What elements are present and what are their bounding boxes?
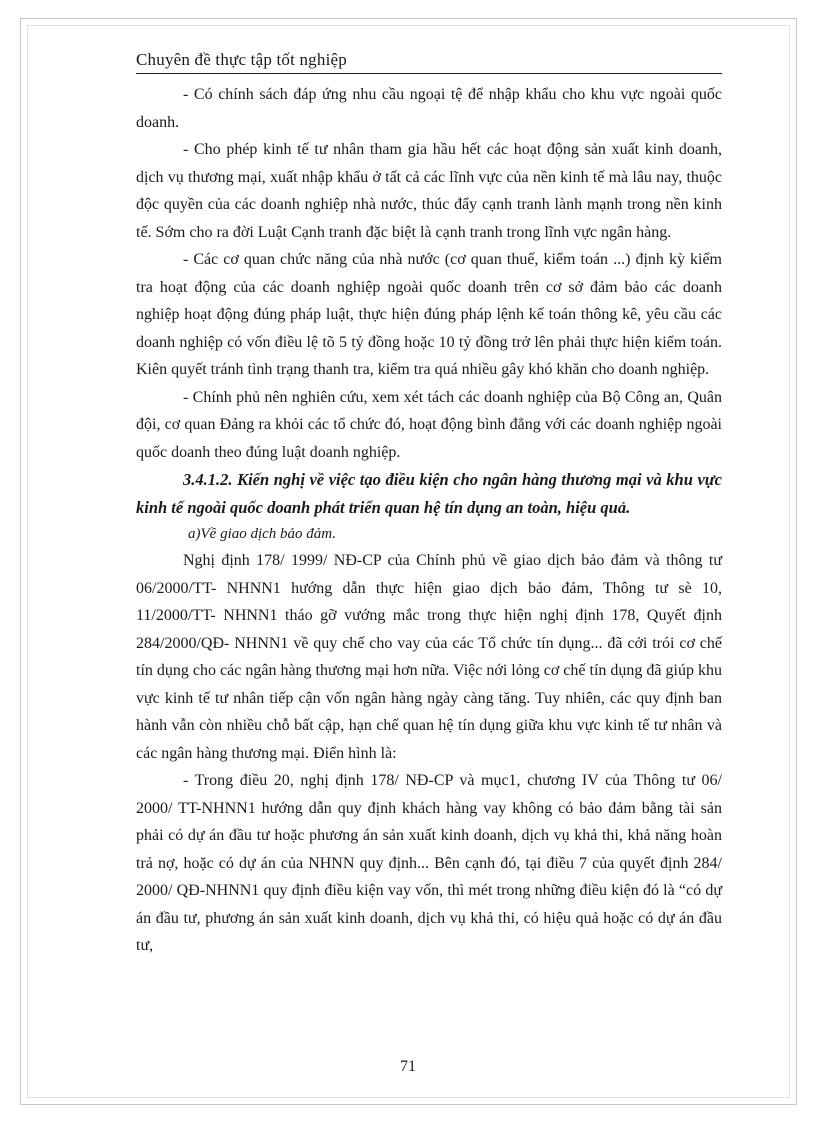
page-number: 71: [400, 1058, 416, 1075]
paragraph: - Trong điều 20, nghị định 178/ NĐ-CP và mục1, chương IV của Thông tư 06/ 2000/ TT-NHNN1 hướng dẫn quy định khách hàng vay không có bảo đảm bằng tài sản phải có dự án đầu tư hoặc phương án sản xuất kinh doanh, dịch vụ khả thi, khả năng hoàn trả nợ, hoặc có dự án của NHNN quy định... Bên cạnh đó, tại điều 7 của quyết định 284/ 2000/ QĐ-NHNN1 quy định điều kiện vay vốn, thì mét trong những điều kiện đó là “có dự án đầu tư, phương án sản xuất kinh doanh, dịch vụ khả thi, có hiệu quả hoặc có dự án đầu tư,: [136, 772, 722, 954]
paragraph: - Các cơ quan chức năng của nhà nước (cơ quan thuế, kiểm toán ...) định kỳ kiểm tra hoạt động của các doanh nghiệp ngoài quốc doanh trên cơ sở đảm bảo các doanh nghiệp hoạt động đúng pháp luật, thực hiện đúng pháp lệnh kế toán thông kê, yêu cầu các doanh nghiệp có vốn điều lệ tõ 5 tỷ đồng hoặc 10 tỷ đồng trở lên phải thực hiện kiểm toán. Kiên quyết tránh tình trạng thanh tra, kiểm tra quá nhiều gây khó khăn cho doanh nghiệp.: [136, 251, 722, 378]
paragraph: - Chính phủ nên nghiên cứu, xem xét tách các doanh nghiệp của Bộ Công an, Quân đội, cơ quan Đảng ra khỏi các tổ chức đó, hoạt động bình đẳng với các doanh nghiệp ngoài quốc doanh theo đúng luật doanh nghiệp.: [136, 388, 722, 461]
subsection-heading: a)Về giao dịch bảo đảm.: [188, 526, 336, 542]
paragraph: - Cho phép kinh tế tư nhân tham gia hầu hết các hoạt động sản xuất kinh doanh, dịch vụ thương mại, xuất nhập khẩu ở tất cả các lĩnh vực của nền kinh tế mà lâu nay, thuộc độc quyền của các doanh nghiệp nhà nước, thúc đẩy cạnh tranh lành mạnh trong nền kinh tế. Sớm cho ra đời Luật Cạnh tranh đặc biệt là cạnh tranh trong lĩnh vực ngân hàng.: [136, 141, 722, 241]
section-heading: 3.4.1.2. Kiến nghị về việc tạo điều kiện cho ngân hàng thương mại và khu vực kinh tế ngoài quốc doanh phát triển quan hệ tín dụng an toàn, hiệu quả.: [136, 470, 722, 517]
document-body: [136, 81, 722, 960]
paragraph: - Có chính sách đáp ứng nhu cầu ngoại tệ để nhập khẩu cho khu vực ngoài quốc doanh.: [136, 86, 722, 131]
paragraph: Nghị định 178/ 1999/ NĐ-CP của Chính phủ về giao dịch bảo đảm và thông tư 06/2000/TT- NHNN1 hướng dẫn thực hiện giao dịch bảo đảm, Thông tư sè 10, 11/2000/TT- NHNN1 tháo gỡ vướng mắc trong thực hiện nghị định 178, Quyết định 284/2000/QĐ- NHNN1 về quy chế cho vay của các Tổ chức tín dụng... đã cởi trói cơ chế tín dụng cho các ngân hàng thương mại hơn nữa. Việc nới lỏng cơ chế tín dụng đã giúp khu vực kinh tế tư nhân tiếp cận vốn ngân hàng ngày càng tăng. Tuy nhiên, các quy định ban hành vẫn còn nhiều chỗ bất cập, hạn chế quan hệ tín dụng giữa khu vực kinh tế tư nhân và các ngân hàng thương mại. Điển hình là:: [136, 552, 722, 762]
running-header: Chuyên đề thực tập tốt nghiệp: [136, 48, 722, 74]
